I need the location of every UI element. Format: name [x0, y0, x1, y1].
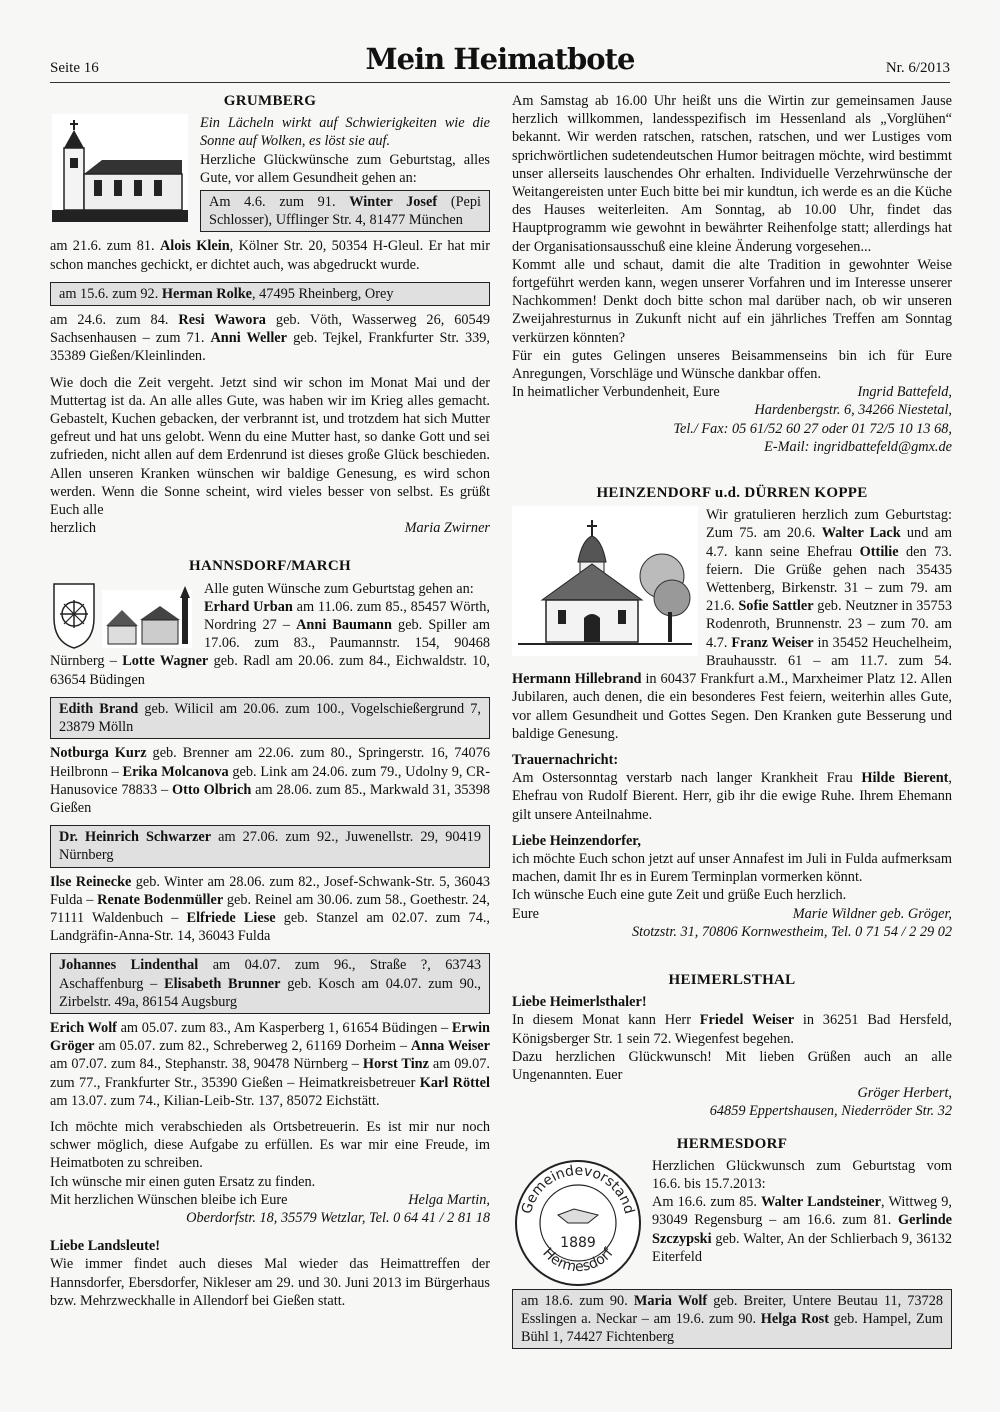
heimerlsthal-text-2: Dazu herzlichen Glückwunsch! Mit lieben Grüßen auch an alle Ungenannten. Euer: [512, 1048, 952, 1083]
hannsdorf-signature-line: [50, 1191, 490, 1209]
town-coat-of-arms-icon: [50, 580, 196, 650]
signature-address: Oberdorfstr. 18, 35579 Wetzlar, Tel. 0 64 41 / 2 81 18: [186, 1209, 490, 1226]
closing-word: herzlich: [50, 520, 97, 537]
jubilar-name: Walter Lack: [821, 525, 901, 542]
signature-phone: Tel./ Fax: 05 61/52 60 27 oder 01 72/5 10 13 68,: [673, 420, 952, 437]
page-header: [50, 42, 950, 80]
liebe-heinzendorfer-text: ich möchte Euch schon jetzt auf unser Annafest im Juli in Fulda aufmerksam machen, damit Ihr es in Eurem Terminplan vormerken könnt.: [512, 850, 952, 886]
chapel-icon: [512, 506, 698, 656]
entry-text: in 36251 Bad Hersfeld, Königsberger Str. 1 sein 72. Wiegenfest begehen.: [512, 1012, 952, 1047]
signature-address: Stotzstr. 31, 70806 Kornwestheim, Tel. 0 71 54 / 2 29 02: [632, 923, 952, 940]
hannsdorf-intro: Alle guten Wünsche zum Geburtstag gehen an:: [204, 580, 474, 597]
liebe-heinzendorfer-text-2: Ich wünsche Euch eine gute Zeit und grüße Euch herzlich.: [512, 887, 847, 904]
entry-text: Wir gratulieren herzlich zum Geburtstag: Zum 75. am 20.6.: [706, 507, 952, 542]
box-text: geb. Kosch am 04.07. zum 90., Zirbelstr. 49a, 86154 Augsburg: [59, 975, 482, 1010]
jubilar-name: Elisabeth Brunner: [164, 975, 281, 992]
signature: Helga Martin,: [408, 1191, 490, 1208]
entry-text: in 60437 Frankfurt a.M., Marxheimer Platz 12. Allen Jubilaren, auch denen, die ein besonderes Fest feiern, weiterhin alles Gute, vor allem Gesundheit und Gottes Segen. Den Kranken gute Besserung und baldige Genesung.: [512, 671, 953, 742]
jubilar-name: Gerlinde Szczypski: [652, 1212, 952, 1247]
jubilar-name: Resi Wawora: [178, 312, 266, 329]
grumberg-signature-line: [50, 519, 490, 537]
jubilar-name: Anna Weiser: [410, 1038, 490, 1055]
entry-text: Am 16.6. zum 85.: [652, 1194, 762, 1211]
entry-text: geb. Brenner am 22.06. zum 80., Springerstr. 16, 74076 Heilbronn –: [50, 745, 490, 780]
heimerlsthal-greeting: Liebe Heimerlsthaler!: [512, 994, 647, 1011]
entry-text: am 24.6. zum 84.: [50, 312, 169, 329]
jubilar-name: Horst Tinz: [362, 1056, 429, 1073]
entry-text: in 35452 Heuchelheim, Brauhausstr. 61 – am 11.7. zum 54.: [706, 634, 952, 669]
section-title-hermesdorf: HERMESDORF: [676, 1135, 788, 1152]
jubilar-name: Johannes Lindenthal: [59, 957, 199, 974]
box-text: (Pepi Schlosser), Ufflinger Str. 4, 81477 München: [209, 194, 481, 229]
jubilar-name: Notburga Kurz: [50, 745, 147, 762]
hannsdorf-box-schwarzer: [50, 825, 490, 867]
entry-text: geb. Winter am 28.06. zum 82., Josef-Schwank-Str. 5, 36043 Fulda –: [50, 873, 490, 908]
jubilar-name: Ilse Reinecke: [50, 873, 132, 890]
left-column: [50, 92, 490, 1310]
hannsdorf-section: [50, 580, 490, 1310]
hannsdorf-list-2: [50, 744, 490, 817]
signature: Maria Zwirner: [404, 520, 490, 537]
grumberg-box-winter: [200, 190, 490, 232]
grumberg-box-rolke: [50, 282, 490, 306]
seal-bottom-text: Hermesdorf: [539, 1244, 617, 1276]
entry-text: am 07.07. zum 84., Stephanstr. 38, 90478 Nürnberg –: [50, 1056, 363, 1073]
entry-text: geb. Radl am 20.06. zum 84., Eichwaldstr. 10, 63654 Büdingen: [50, 653, 490, 688]
jubilar-name: Maria Wolf: [633, 1292, 708, 1309]
liebe-heinzendorfer-title: Liebe Heinzendorfer,: [512, 832, 641, 849]
box-text: geb. Wilicil am 20.06. zum 100., Vogelschießergrund 7, 23879 Mölln: [59, 700, 481, 736]
page-number: Seite 16: [50, 60, 99, 76]
hannsdorf-box-brand: [50, 697, 490, 739]
treffen-text-2: Kommt alle und schaut, damit die alte Tradition in gewohnter Weise fortgeführt werden kann, wegen unserer Vorfahren und im Interesse unserer Nachkommen! Denkt doch bitte schon mal darüber nach, ob wir unseren Zweijahresturnus in Zukunft nicht auf ein jährliches Treffen am Sonntag verkürzen könnten?: [512, 256, 952, 346]
jubilar-name: Anni Baumann: [296, 617, 392, 634]
section-title-hannsdorf: HANNSDORF/MARCH: [189, 558, 351, 575]
grumberg-section: [50, 114, 490, 537]
grumberg-intro: Herzliche Glückwünsche zum Geburtstag, alles Gute, vor allem Gesundheit gehen an:: [200, 151, 490, 186]
entry-text: geb. Vöth, Wasserweg 26, 60549 Sachsenhausen – zum 71.: [50, 312, 490, 347]
trauer-text: [512, 769, 952, 824]
entry-text: und am 4.7. kann seine Ehefrau: [706, 525, 952, 560]
jubilar-name: Helga Rost: [760, 1310, 829, 1327]
closing-greeting: Mit herzlichen Wünschen bleibe ich Eure: [50, 1191, 288, 1208]
seal-year: 1889: [560, 1234, 596, 1251]
hannsdorf-list-4: [50, 1019, 490, 1110]
entry-text: am 05.07. zum 82., Schreberweg 2, 61169 Dorheim –: [94, 1038, 411, 1055]
signature: Marie Wildner geb. Gröger,: [792, 905, 952, 922]
box-text: , 47495 Rheinberg, Orey: [252, 285, 394, 302]
treffen-text: Am Samstag ab 16.00 Uhr heißt uns die Wirtin zur gemeinsamen Jause herzlich willkommen, landesspezifisch im Hessenland als „Vorglühen“ bekannt. Wir werden ratschen, ratschen, ratschen, und wer Lustiges vom sprichwörtlichen sudetendeutschen Humor beitragen möchte, wird bestimmt unser allerseits lauschendes Ohr erhalten. Individuelle Verzehrwünsche der Weitangereisten unter Euch bitte bei mir kundtun, ich werde es an die Küche des Hauses weiterleiten. Am Sonntag, ab 10.00 Uhr, findet das Hauptprogramm wie gewohnt in bewährter Reihenfolge statt; allerdings hat der Organisationsausschuß eine kleine Änderung vorgesehen...: [512, 93, 952, 255]
entry-text: geb. Link am 24.06. zum 79., Udolny 9, CR-Hanusovice 78833 –: [50, 763, 490, 798]
section-title-heimerlsthal: HEIMERLSTHAL: [668, 971, 796, 988]
box-text: am 15.6. zum 92.: [59, 285, 159, 302]
grumberg-resi: [50, 311, 490, 366]
box-text: geb. Hampel, Zum Bühl 1, 74427 Fichtenberg: [521, 1310, 943, 1346]
jubilar-name: Lotte Wagner: [122, 653, 209, 670]
jubilar-name: Hermann Hillebrand: [512, 671, 642, 688]
trauer-title: Trauernachricht:: [512, 751, 619, 768]
entry-text: am 09.07. zum 77., Frankfurter Str., 35390 Gießen – Heimatkreisbetreuer: [50, 1056, 491, 1091]
signature-email: E-Mail: ingridbattefeld@gmx.de: [764, 438, 952, 455]
heimerlsthal-section: [512, 993, 952, 1120]
box-text: am 04.07. zum 96., Straße ?, 63743 Aschaffenburg –: [59, 957, 481, 992]
header-rule: [50, 82, 950, 83]
jubilar-name: Sofie Sattler: [738, 598, 814, 615]
entry-text: , Kölner Str. 20, 50354 H-Gleul. Er hat mir schon manches gechickt, er dichtet auch, was abgedruckt wurde.: [50, 238, 491, 273]
hannsdorf-farewell: Ich möchte mich verabschieden als Ortsbetreuerin. Es ist mir nur noch schwer möglich, diese Aufgabe zu erfüllen. Es war mir eine Freude, im Heimatboten zu schreiben.: [50, 1118, 490, 1172]
entry-text: , Ehefrau von Rudolf Bierent. Herr, gib ihr die ewige Ruhe. Ihrem Ehemann gilt unsere Anteilnahme.: [512, 770, 952, 823]
hannsdorf-list-3: [50, 873, 490, 946]
jubilar-name: Herman Rolke: [161, 285, 252, 302]
hannsdorf-box-lindenthal: [50, 953, 490, 1014]
newspaper-logo: Mein Heimatbote: [365, 42, 635, 76]
jubilar-name: Dr. Heinrich Schwarzer: [59, 829, 212, 846]
jubilar-name: Erwin Gröger: [50, 1019, 490, 1055]
signature: Ingrid Battefeld,: [857, 384, 952, 401]
entry-text: geb. Spiller am 17.06. zum 83., Paumannstr. 154, 90468 Nürnberg –: [50, 617, 490, 670]
section-title-grumberg: GRUMBERG: [223, 93, 317, 109]
entry-text: am 13.07. zum 74., Kilian-Leib-Str. 137, 85072 Eichstätt.: [50, 1092, 380, 1109]
church-icon: [50, 114, 190, 222]
landsleute-text: Wie immer findet auch dieses Mal wieder das Heimattreffen der Hannsdorfer, Ebersdorfer, Nikleser am 29. und 30. Juni 2013 im Bürgerhaus bzw. Mehrzweckhalle in Allendorf bei Gießen statt.: [50, 1256, 490, 1309]
treffen-signature-line: [512, 383, 952, 401]
jubilar-name: Winter Josef: [349, 194, 438, 211]
entry-text: am 21.6. zum 81.: [50, 238, 155, 255]
hermesdorf-section: [512, 1157, 952, 1350]
entry-text: den 73. feiern. Die Grüße gehen nach 35435 Wettenberg, Birkenstr. 31 – zum 79. am 21.6.: [706, 543, 952, 615]
entry-text: , Wittweg 9, 93049 Regensburg – am 16.6. zum 81.: [652, 1194, 952, 1229]
closing-greeting: Eure: [512, 905, 539, 922]
closing-greeting: In heimatlicher Verbundenheit, Eure: [512, 384, 720, 401]
hermesdorf-box-wolf-rost: [512, 1289, 952, 1350]
jubilar-name: Franz Weiser: [731, 634, 814, 651]
jubilar-name: Edith Brand: [59, 700, 139, 717]
signature: Gröger Herbert,: [857, 1085, 952, 1102]
signature-address: Hardenbergstr. 6, 34266 Niestetal,: [754, 402, 952, 419]
box-text: am 18.6. zum 90.: [521, 1292, 634, 1309]
entry-text: am 28.06. zum 85., Markwald 31, 35398 Gießen: [50, 781, 491, 816]
entry-text: am 05.07. zum 83., Am Kasperberg 1, 61654 Büdingen –: [116, 1019, 452, 1036]
right-column: [512, 92, 952, 1354]
entry-text: Am Ostersonntag verstarb nach langer Krankheit Frau: [512, 770, 862, 787]
heinzendorf-section: [512, 506, 952, 941]
entry-text: am 11.06. zum 85., 85457 Wörth, Nordring 27 –: [204, 598, 490, 634]
entry-text: geb. Stanzel am 02.07. zum 74., Landgräfin-Anna-Str. 14, 36043 Fulda: [50, 909, 490, 945]
issue-number: Nr. 6/2013: [885, 60, 950, 76]
jubilar-name: Alois Klein: [159, 238, 230, 255]
jubilar-name: Walter Landsteiner: [761, 1194, 881, 1211]
section-title-heinzendorf: HEINZENDORF u.d. DÜRREN KOPPE: [596, 485, 868, 502]
jubilar-name: Karl Röttel: [419, 1074, 490, 1091]
entry-text: geb. Reinel am 30.06. zum 58., Goethestr. 24, 71111 Waldenbuch –: [50, 891, 490, 926]
jubilar-name: Erika Molcanova: [122, 763, 229, 780]
heinzendorf-signature-line: [512, 905, 952, 923]
box-text: Am 4.6. zum 91.: [209, 194, 336, 211]
grumberg-text: Wie doch die Zeit vergeht. Jetzt sind wir schon im Monat Mai und der Muttertag ist da. An alle alles Gute, was haben wir im Krieg alles gemacht. Gebastelt, Kuchen gebacken, der verbrannt ist, und trotzdem hat sich Mutter gefreut und hat uns gelobt. Wenn du eine Mutter hast, so danke Gott und sei zufrieden, nicht allen auf dem Erdenrund ist dieses große Glück beschieden. Allen unseren Kranken wünschen wir baldige Genesung, es wird schon werden. Wenn die Sonne scheint, wird vieles besser von selbst. Es grüßt Euch alle: [50, 374, 490, 519]
jubilar-name: Ottilie: [859, 543, 899, 560]
seal-top-text: Gemeindevorstand: [518, 1162, 638, 1216]
hannsdorf-farewell-2: Ich wünsche mir einen guten Ersatz zu finden.: [50, 1173, 316, 1190]
treffen-text-3: Für ein gutes Gelingen unseres Beisammenseins bin ich für Eure Anregungen, Vorschläge und Wünsche dankbar offen.: [512, 347, 952, 383]
box-text: geb. Breiter, Untere Beutau 11, 73728 Esslingen a. Neckar – am 19.6. zum 90.: [521, 1292, 943, 1327]
deceased-name: Hilde Bierent: [861, 770, 949, 787]
entry-text: geb. Walter, An der Schlierbach 9, 36132 Eiterfeld: [652, 1230, 952, 1265]
jubilar-name: Elfriede Liese: [186, 909, 276, 926]
municipal-seal-icon: [512, 1157, 644, 1289]
jubilar-name: Anni Weller: [210, 330, 287, 347]
entry-text: geb. Tejkel, Frankfurter Str. 339, 35389 Gießen/Kleinlinden.: [50, 330, 491, 365]
entry-text: geb. Neutzner in 35753 Rodenroth, Brunnenstr. 23 – zum 70. am 4.7.: [706, 598, 952, 651]
heimerlsthal-signature-line: [512, 1048, 952, 1084]
signature-address: 64859 Eppertshausen, Niederröder Str. 32: [709, 1103, 952, 1120]
jubilar-name: Erich Wolf: [50, 1019, 117, 1036]
grumberg-quote: Ein Lächeln wirkt auf Schwierigkeiten wie die Sonne auf Wolken, es löst sie auf.: [200, 115, 490, 150]
grumberg-alois: [50, 237, 490, 273]
jubilar-name: Erhard Urban: [204, 598, 293, 615]
jubilar-name: Otto Olbrich: [171, 781, 252, 798]
landsleute-title: Liebe Landsleute!: [50, 1238, 161, 1255]
hermesdorf-intro: Herzlichen Glückwunsch zum Geburtstag vom 16.6. bis 15.7.2013:: [652, 1157, 952, 1192]
jubilar-name: Renate Bodenmüller: [97, 891, 224, 908]
jubilar-name: Friedel Weiser: [699, 1012, 795, 1029]
box-text: am 27.06. zum 92., Juwenellstr. 29, 90419 Nürnberg: [59, 829, 481, 864]
heimerlsthal-text: [512, 1011, 952, 1047]
entry-text: In diesem Monat kann Herr: [512, 1012, 700, 1029]
